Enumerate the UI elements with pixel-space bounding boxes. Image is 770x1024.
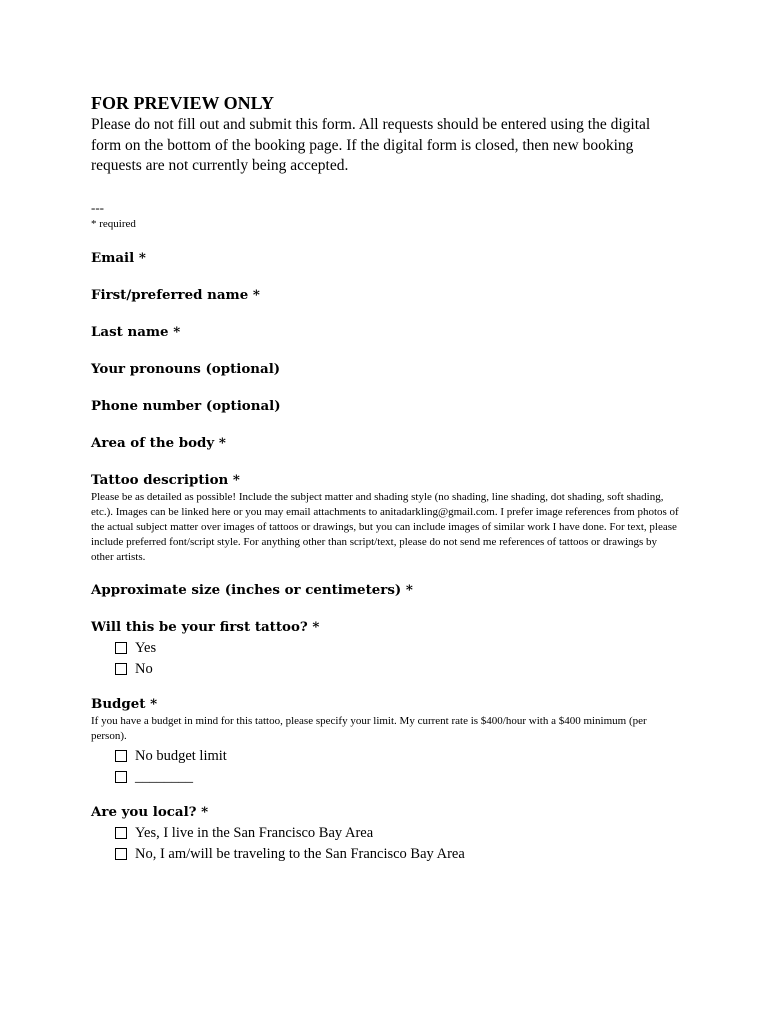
question-label: Email *	[91, 249, 146, 266]
question-label: Your pronouns (optional)	[91, 360, 281, 377]
options-list	[91, 823, 691, 865]
checkbox[interactable]	[115, 750, 127, 762]
form-preview	[91, 92, 691, 865]
question-first-name	[91, 286, 691, 304]
option-yes[interactable]	[115, 638, 691, 659]
option-label: No, I am/will be traveling to the San Francisco Bay Area	[135, 845, 465, 862]
option-label: ________	[135, 768, 193, 785]
question-label: Will this be your first tattoo? *	[91, 618, 320, 635]
separator: ---	[91, 199, 104, 215]
option-no-budget-limit[interactable]	[115, 746, 691, 767]
question-label: First/preferred name *	[91, 286, 260, 303]
checkbox[interactable]	[115, 642, 127, 654]
checkbox[interactable]	[115, 771, 127, 783]
question-label: Tattoo description *	[91, 471, 240, 488]
option-label: No	[135, 660, 153, 677]
required-note: * required	[91, 217, 136, 230]
question-label: Approximate size (inches or centimeters) *	[91, 581, 413, 598]
option-other-blank[interactable]	[115, 767, 691, 788]
option-label: Yes, I live in the San Francisco Bay Area	[135, 824, 374, 841]
option-label: Yes	[135, 639, 157, 656]
question-label: Area of the body *	[91, 434, 226, 451]
question-body-area	[91, 434, 691, 452]
question-budget	[91, 695, 691, 788]
checkbox[interactable]	[115, 848, 127, 860]
question-label: Are you local? *	[91, 803, 209, 820]
question-label: Phone number (optional)	[91, 397, 281, 414]
option-no[interactable]	[115, 659, 691, 680]
option-label: No budget limit	[135, 747, 227, 764]
question-email	[91, 249, 691, 267]
question-label: Budget *	[91, 695, 158, 712]
question-first-tattoo	[91, 618, 691, 680]
options-list	[91, 638, 691, 680]
page-title: FOR PREVIEW ONLY	[91, 93, 275, 113]
checkbox[interactable]	[115, 827, 127, 839]
question-label: Last name *	[91, 323, 181, 340]
option-local-no[interactable]	[115, 844, 691, 865]
checkbox[interactable]	[115, 663, 127, 675]
question-last-name	[91, 323, 691, 341]
intro-text: Please do not fill out and submit this form. All requests should be entered using the digital form on the bottom of the booking page. If the digital form is closed, then new booking requests are not currently being accepted.	[91, 116, 651, 174]
question-size	[91, 581, 691, 599]
options-list	[91, 746, 691, 788]
question-phone	[91, 397, 691, 415]
question-help-text: If you have a budget in mind for this tattoo, please specify your limit. My current rate is $400/hour with a $400 minimum (per person).	[91, 714, 647, 742]
option-local-yes[interactable]	[115, 823, 691, 844]
question-tattoo-description	[91, 471, 691, 565]
question-pronouns	[91, 360, 691, 378]
question-local	[91, 803, 691, 865]
question-help-text: Please be as detailed as possible! Include the subject matter and shading style (no shading, line shading, dot shading, soft shading, etc.). Images can be linked here or you may email attachments to anitadarkling@gmail.com. I prefer image references from photos of the actual subject matter over images of tattoos or drawings, but you can include images of similar work I have done. For text, please include preferred font/script style. For anything other than script/text, please do not send me references of tattoos or drawings by other artists.	[91, 490, 679, 563]
